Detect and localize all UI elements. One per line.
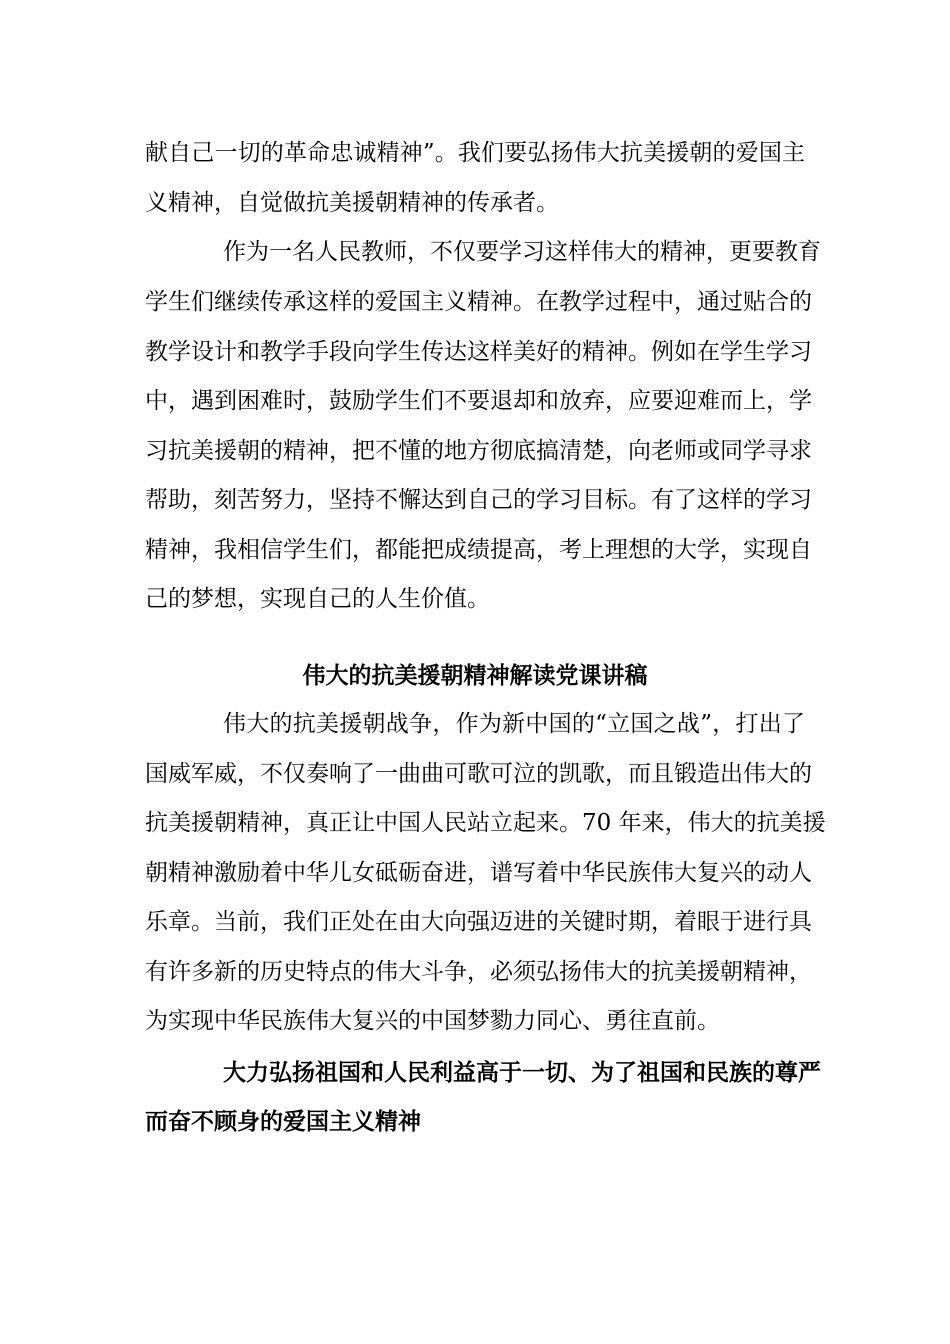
text-line: 学生们继续传承这样的爱国主义精神。在教学过程中，通过贴合的 <box>145 289 812 315</box>
text-line: 为实现中华民族伟大复兴的中国梦勠力同心、勇往直前。 <box>145 1008 720 1034</box>
text-line: 有许多新的历史特点的伟大斗争，必须弘扬伟大的抗美援朝精神， <box>145 959 812 985</box>
text-line: 抗美援朝精神，真正让中国人民站立起来。70 年来，伟大的抗美援 <box>145 810 826 836</box>
text-line: 帮助，刻苦努力，坚持不懈达到自己的学习目标。有了这样的学习 <box>145 487 812 513</box>
section-title: 伟大的抗美援朝精神解读党课讲稿 <box>302 662 648 689</box>
subheading-line: 大力弘扬祖国和人民利益高于一切、为了祖国和民族的尊严 <box>223 1059 821 1086</box>
text-line: 作为一名人民教师，不仅要学习这样伟大的精神，更要教育 <box>223 239 821 265</box>
text-line: 己的梦想，实现自己的人生价值。 <box>145 586 490 612</box>
text-line: 伟大的抗美援朝战争，作为新中国的“立国之战”，打出了 <box>223 711 805 737</box>
text-line: 献自己一切的革命忠诚精神”。我们要弘扬伟大抗美援朝的爱国主 <box>145 140 805 166</box>
text-line: 教学设计和教学手段向学生传达这样美好的精神。例如在学生学习 <box>145 339 812 365</box>
text-line: 精神，我相信学生们，都能把成绩提高，考上理想的大学，实现自 <box>145 537 812 563</box>
subheading-line: 而奋不顾身的爱国主义精神 <box>145 1108 421 1135</box>
text-line: 朝精神激励着中华儿女砥砺奋进，谱写着中华民族伟大复兴的动人 <box>145 860 812 886</box>
text-line: 国威军威，不仅奏响了一曲曲可歌可泣的凯歌，而且锻造出伟大的 <box>145 761 812 787</box>
text-line: 乐章。当前，我们正处在由大向强迈进的关键时期，着眼于进行具 <box>145 909 812 935</box>
text-line: 中，遇到困难时，鼓励学生们不要退却和放弃，应要迎难而上，学 <box>145 388 812 414</box>
text-line: 义精神，自觉做抗美援朝精神的传承者。 <box>145 190 559 216</box>
text-line: 习抗美援朝的精神，把不懂的地方彻底搞清楚，向老师或同学寻求 <box>145 438 812 464</box>
